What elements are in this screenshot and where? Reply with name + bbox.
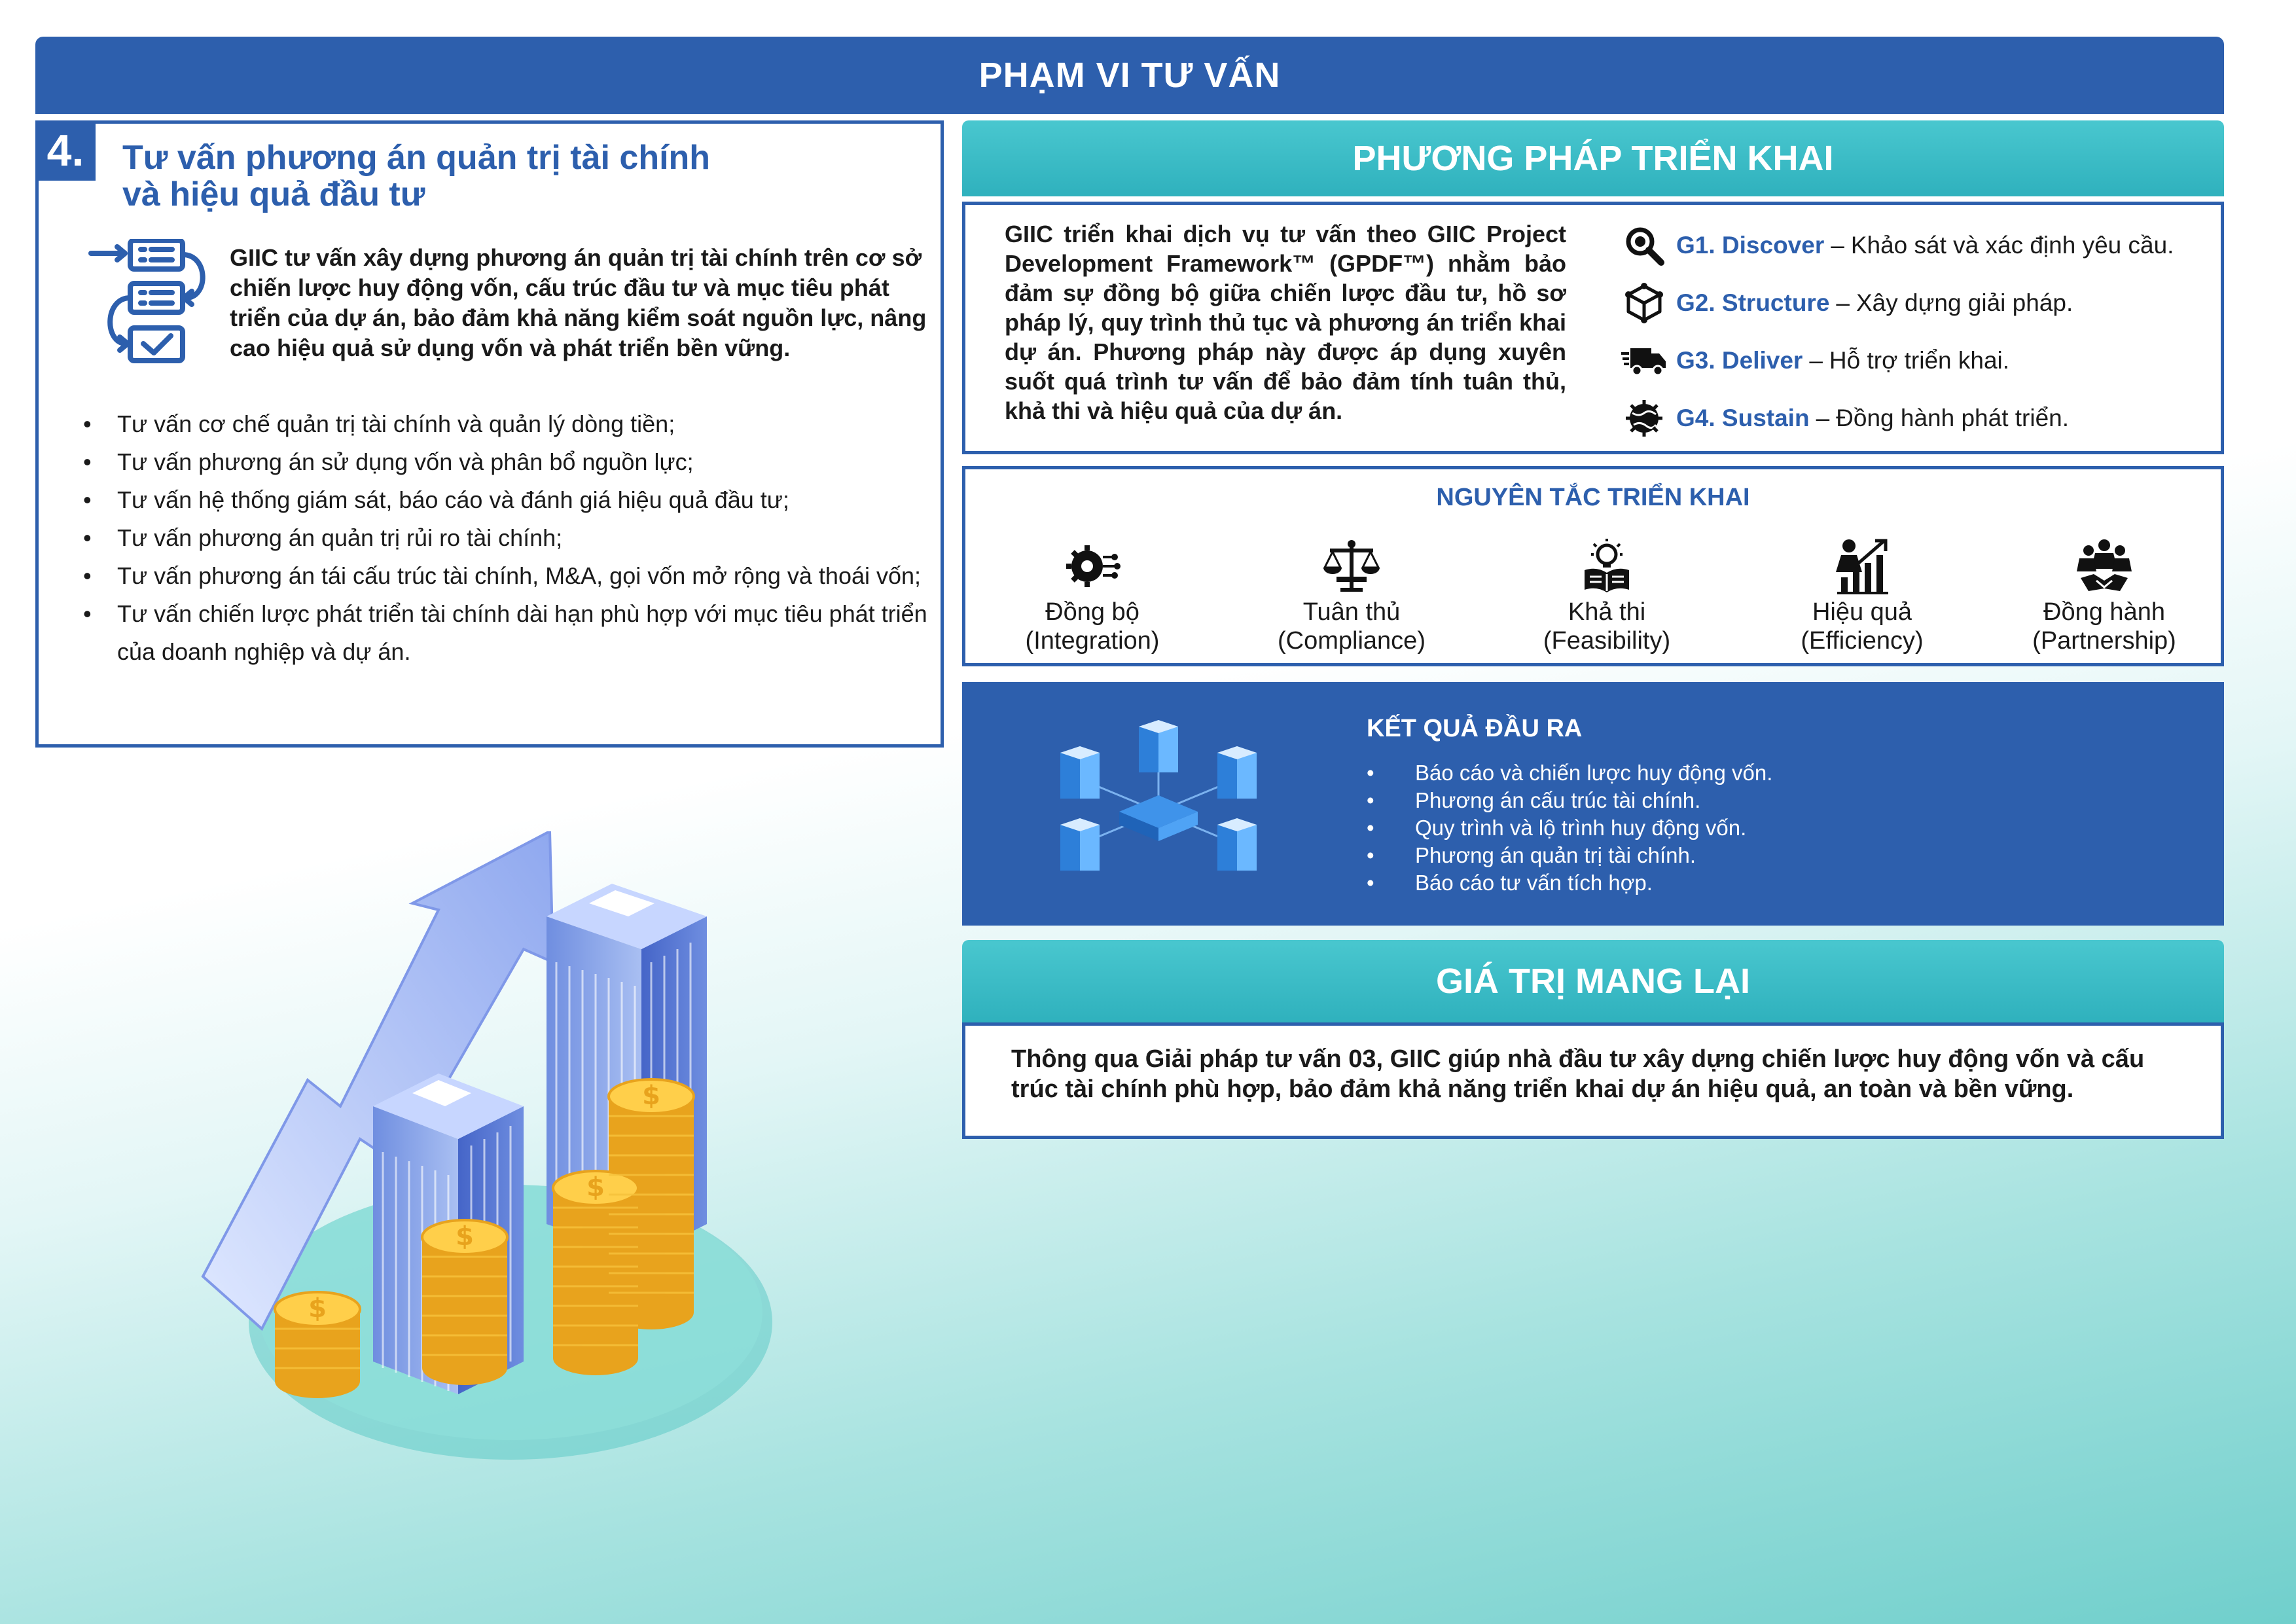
list-item: • Tư vấn phương án sử dụng vốn và phân bổ nguồn lực; [65, 443, 929, 481]
delivery-truck-icon [1620, 340, 1668, 382]
principle-name: Khả thi [1568, 598, 1646, 626]
outputs-title: KẾT QUẢ ĐẦU RA [1367, 715, 1583, 742]
page-banner [35, 37, 2224, 114]
book-bulb-icon [1502, 535, 1712, 598]
process-list-icon [84, 239, 242, 370]
principles-title: NGUYÊN TẮC TRIỂN KHAI [1436, 484, 1750, 511]
principle-name: Hiệu quả [1812, 598, 1912, 626]
finance-growth-illustration [183, 831, 785, 1479]
list-item: • Tư vấn cơ chế quản trị tài chính và quản lý dòng tiền; [65, 405, 929, 443]
phase-separator: – [1831, 232, 1844, 259]
phase-desc: Hỗ trợ triển khai. [1829, 347, 2010, 374]
globe-plant-icon [1620, 397, 1668, 439]
data-center-illustration [1034, 720, 1283, 890]
phase-g3 [1620, 340, 2196, 382]
principle-en: (Partnership) [2032, 627, 2176, 655]
scales-icon [1247, 535, 1456, 598]
list-item: • Tư vấn phương án tái cấu trúc tài chính, M&A, gọi vốn mở rộng và thoái vốn; [65, 557, 929, 595]
gear-network-icon [988, 535, 1197, 598]
growth-chart-icon [1757, 535, 1967, 598]
phase-g1 [1620, 225, 2196, 266]
principle-en: (Compliance) [1278, 627, 1426, 655]
principle-name: Đồng hành [2043, 598, 2165, 626]
phase-code: G1. Discover [1676, 232, 1825, 259]
section-number: 4. [35, 120, 96, 181]
service-panel [35, 120, 944, 748]
outputs-list [1367, 759, 1772, 897]
method-description: GIIC triển khai dịch vụ tư vấn theo GIIC Project Development Framework™ (GPDF™) nhằm bảo đảm sự đồng bộ giữa chiến lược đầu tư, hồ sơ pháp lý, quy trình thủ tục và phương án triển khai dự án. Phương pháp này được áp dụng xuyên suốt quá trình tư vấn để bảo đảm tính tuân thủ, khả thi và hiệu quả của dự án. [1005, 221, 1566, 424]
principle-partnership [2000, 535, 2209, 655]
principle-integration [988, 535, 1197, 655]
list-item: • Báo cáo tư vấn tích hợp. [1367, 869, 1772, 897]
phase-code: G3. Deliver [1676, 347, 1803, 374]
principle-name: Đồng bộ [1045, 598, 1139, 626]
list-item: • Tư vấn chiến lược phát triển tài chính dài hạn phù hợp với mục tiêu phát triển của doanh nghiệp và dự án. [65, 595, 929, 671]
svg-text:$: $ [456, 1221, 474, 1252]
list-item: • Quy trình và lộ trình huy động vốn. [1367, 814, 1772, 842]
svg-text:$: $ [642, 1081, 660, 1111]
section-title [122, 139, 908, 213]
handshake-team-icon [2000, 535, 2209, 598]
phase-desc: Khảo sát và xác định yêu cầu. [1850, 232, 2174, 259]
principle-en: (Efficiency) [1801, 627, 1924, 655]
phase-code: G4. Sustain [1676, 405, 1810, 431]
principle-efficiency [1757, 535, 1967, 655]
svg-text:$: $ [586, 1172, 605, 1202]
service-list [65, 405, 929, 671]
method-header [962, 120, 2224, 196]
section-intro: GIIC tư vấn xây dựng phương án quản trị tài chính trên cơ sở chiến lược huy động vốn, cấu trúc đầu tư và mục tiêu phát triển của dự án, bảo đảm khả năng kiểm soát nguồn lực, nâng cao hiệu quả sử dụng vốn và phát triển bền vững. [230, 244, 927, 361]
phase-code: G2. Structure [1676, 289, 1830, 316]
principle-en: (Feasibility) [1543, 627, 1671, 655]
list-item: • Tư vấn hệ thống giám sát, báo cáo và đánh giá hiệu quả đầu tư; [65, 481, 929, 519]
phase-g2 [1620, 282, 2196, 324]
magnifier-icon [1620, 225, 1668, 266]
svg-text:$: $ [308, 1293, 327, 1324]
value-description: Thông qua Giải pháp tư vấn 03, GIIC giúp nhà đầu tư xây dựng chiến lược huy động vốn và cấu trúc tài chính phù hợp, bảo đảm khả năng triển khai dự án hiệu quả, an toàn và bền vững. [1011, 1045, 2145, 1103]
phase-separator: – [1836, 289, 1850, 316]
principle-compliance [1247, 535, 1456, 655]
method-title: PHƯƠNG PHÁP TRIỂN KHAI [1352, 139, 1834, 178]
phase-g4 [1620, 397, 2196, 439]
value-box [962, 1022, 2224, 1139]
list-item: • Báo cáo và chiến lược huy động vốn. [1367, 759, 1772, 787]
method-box [962, 202, 2224, 454]
cube-network-icon [1620, 282, 1668, 324]
phase-separator: – [1816, 405, 1830, 431]
principle-feasibility [1502, 535, 1712, 655]
banner-title: PHẠM VI TƯ VẤN [978, 56, 1281, 95]
list-item: • Phương án quản trị tài chính. [1367, 842, 1772, 869]
phase-desc: Đồng hành phát triển. [1836, 405, 2070, 431]
section-title-line2: và hiệu quả đầu tư [122, 175, 425, 213]
value-header [962, 940, 2224, 1022]
principle-en: (Integration) [1025, 627, 1160, 655]
phase-desc: Xây dựng giải pháp. [1856, 289, 2073, 316]
value-title: GIÁ TRỊ MANG LẠI [1436, 962, 1750, 1001]
principle-name: Tuân thủ [1302, 598, 1401, 626]
outputs-box [962, 682, 2224, 926]
list-item: • Tư vấn phương án quản trị rủi ro tài chính; [65, 519, 929, 557]
phase-separator: – [1809, 347, 1823, 374]
section-title-line1: Tư vấn phương án quản trị tài chính [122, 139, 711, 177]
principles-box [962, 466, 2224, 666]
list-item: • Phương án cấu trúc tài chính. [1367, 787, 1772, 814]
